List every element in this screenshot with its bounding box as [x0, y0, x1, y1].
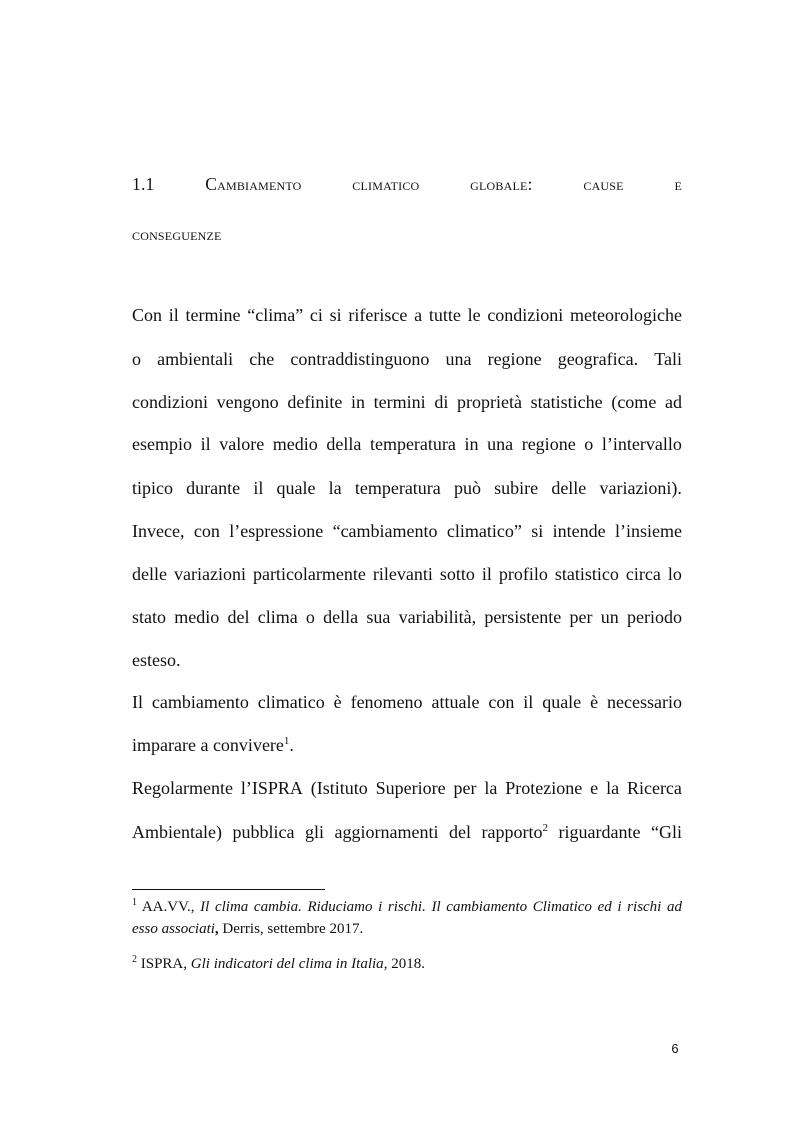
body-text-end: . — [289, 735, 294, 755]
word: con — [488, 692, 515, 712]
word: Ricerca — [626, 778, 682, 798]
word: Ambientale) — [132, 822, 222, 842]
body-line-10 — [132, 689, 682, 715]
word: l’espressione — [229, 521, 324, 541]
word: climatico — [257, 692, 325, 712]
word: è — [333, 692, 342, 712]
body-line-7 — [132, 561, 682, 587]
body-line-8 — [132, 604, 682, 630]
word: del — [227, 607, 250, 627]
word: circa — [625, 564, 661, 584]
word: regione — [521, 434, 576, 454]
word: un — [600, 607, 619, 627]
word: intende — [552, 521, 606, 541]
word: Tali — [654, 349, 682, 369]
heading-word: e — [674, 174, 682, 194]
heading-word: globale: — [470, 174, 533, 194]
word: meteorologiche — [570, 305, 682, 325]
word: proprietà — [457, 392, 522, 412]
footnote-rest: , 2018. — [383, 956, 425, 972]
word: l’ISPRA — [240, 778, 303, 798]
word: o — [132, 349, 141, 369]
word: una — [487, 434, 514, 454]
word: riferisce — [348, 305, 408, 325]
word: può — [453, 478, 481, 498]
section-heading-line-1 — [132, 174, 682, 198]
word: statistico — [554, 564, 619, 584]
word: “clima” — [247, 305, 304, 325]
word: e — [590, 778, 599, 798]
word: si — [531, 521, 544, 541]
word: ad — [664, 392, 682, 412]
word: sua — [366, 607, 391, 627]
word: clima — [257, 607, 298, 627]
word: Regolarmente — [132, 778, 233, 798]
footnote-rest: Derris, settembre 2017. — [218, 921, 364, 937]
word: la — [606, 778, 620, 798]
word: l’intervallo — [601, 434, 682, 454]
word: gli — [304, 822, 324, 842]
body-line-5 — [132, 475, 682, 501]
word: che — [249, 349, 275, 369]
word: con — [193, 521, 220, 541]
word: regione — [487, 349, 542, 369]
word: tutte — [428, 305, 461, 325]
word: esempio — [132, 434, 192, 454]
word: delle — [132, 564, 167, 584]
word: (Istituto — [310, 778, 368, 798]
word: lo — [667, 564, 682, 584]
word: medio — [272, 434, 318, 454]
word: è — [590, 692, 599, 712]
word: stato — [132, 607, 166, 627]
word: il — [523, 692, 534, 712]
word: profilo — [498, 564, 548, 584]
footnote-marker: 2 — [132, 954, 137, 965]
word: o — [305, 607, 315, 627]
word: valore — [219, 434, 265, 454]
word: per — [569, 607, 593, 627]
word: periodo — [626, 607, 682, 627]
word: in — [464, 434, 479, 454]
word: persistente — [484, 607, 562, 627]
word: Protezione — [505, 778, 583, 798]
word: medio — [174, 607, 220, 627]
body-line-2 — [132, 346, 682, 372]
footnote-author: ISPRA, — [140, 956, 188, 972]
footnote-comma: , — [214, 921, 219, 937]
word: il — [481, 564, 492, 584]
word: Invece, — [132, 521, 185, 541]
word: della — [326, 434, 362, 454]
footnote-title: Gli indicatori del clima in Italia — [190, 956, 384, 972]
footnote-separator — [132, 889, 325, 890]
word: del — [449, 822, 471, 842]
word: in — [350, 392, 365, 412]
footnote-2 — [132, 953, 682, 975]
footnote-author: AA.VV., — [141, 899, 195, 915]
word: per — [453, 778, 477, 798]
word: cambiamento — [151, 692, 249, 712]
word: attuale — [431, 692, 480, 712]
footnote-ref-1[interactable]: 1 — [283, 735, 290, 747]
heading-word: Cambiamento — [205, 174, 302, 194]
word: contraddistinguono — [290, 349, 430, 369]
word: le — [467, 305, 481, 325]
word: statistiche — [530, 392, 603, 412]
word: termine — [185, 305, 241, 325]
word: rapporto — [481, 822, 543, 842]
word: climatico” — [446, 521, 522, 541]
body-line-6 — [132, 518, 682, 544]
word: la — [484, 778, 498, 798]
word: geografica. — [557, 349, 639, 369]
word: quale — [542, 692, 582, 712]
word: variazioni — [173, 564, 246, 584]
word: ci — [309, 305, 323, 325]
body-line-12 — [132, 775, 682, 801]
section-number: 1.1 — [132, 174, 155, 194]
word: pubblica — [232, 822, 295, 842]
word: Con — [132, 305, 163, 325]
word: sotto — [439, 564, 475, 584]
word: subire — [494, 478, 539, 498]
word: variazioni). — [599, 478, 682, 498]
word: Superiore — [375, 778, 446, 798]
word: necessario — [606, 692, 682, 712]
word: “cambiamento — [332, 521, 438, 541]
word: condizioni — [132, 392, 208, 412]
word: riguardante — [558, 822, 641, 842]
word: della — [323, 607, 359, 627]
word: temperatura — [369, 434, 456, 454]
footnote-title: Il clima cambia. Riduciamo i rischi. Il cambiamento Climatico ed i rischi ad esso associati — [132, 899, 682, 937]
word: il — [200, 434, 211, 454]
word: il — [168, 305, 179, 325]
word: vengono — [216, 392, 279, 412]
word: una — [445, 349, 472, 369]
heading-word: climatico — [352, 174, 420, 194]
heading-word: cause — [583, 174, 624, 194]
footnote-ref-2[interactable]: 2 — [542, 822, 548, 834]
word: a — [414, 305, 423, 325]
word: la — [328, 478, 342, 498]
word: si — [329, 305, 342, 325]
word: quale — [276, 478, 316, 498]
word: delle — [551, 478, 587, 498]
footnote-1 — [132, 896, 682, 940]
word: tipico — [132, 478, 173, 498]
word: durante — [186, 478, 241, 498]
word: definite — [287, 392, 343, 412]
word: di — [434, 392, 449, 412]
word: il — [253, 478, 264, 498]
word: temperatura — [354, 478, 441, 498]
page-number: 6 — [671, 1041, 679, 1056]
footnote-marker: 1 — [132, 897, 137, 908]
body-line-11 — [132, 732, 682, 758]
word: o — [584, 434, 594, 454]
word: “Gli — [651, 822, 682, 842]
word: Il — [132, 692, 143, 712]
body-line-4 — [132, 431, 682, 457]
body-line-1 — [132, 302, 682, 328]
word: termini — [373, 392, 426, 412]
section-heading-line-2: conseguenze — [132, 224, 222, 244]
body-line-9: esteso. — [132, 650, 181, 670]
word: ambientali — [157, 349, 234, 369]
word: variabilità, — [398, 607, 477, 627]
word: l’insieme — [615, 521, 682, 541]
word: fenomeno — [350, 692, 423, 712]
body-line-13 — [132, 819, 682, 845]
body-text: imparare a convivere — [132, 735, 284, 755]
word-with-footnote — [482, 819, 548, 845]
word: aggiornamenti — [334, 822, 439, 842]
word: condizioni — [487, 305, 564, 325]
word: (come — [611, 392, 657, 412]
word: particolarmente — [252, 564, 366, 584]
body-line-3 — [132, 389, 682, 415]
word: rilevanti — [372, 564, 433, 584]
